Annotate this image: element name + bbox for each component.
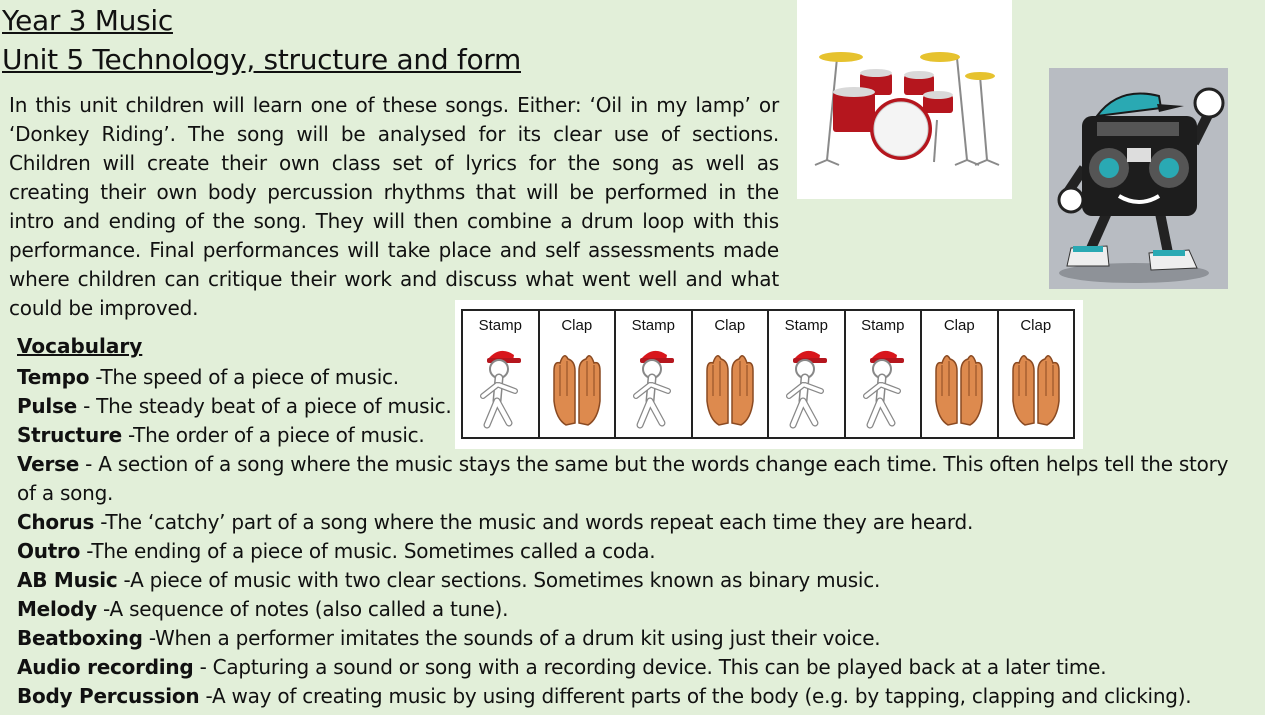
vocabulary-term: Tempo [17, 365, 90, 389]
rhythm-cell-label: Clap [714, 317, 746, 334]
vocabulary-term: Audio recording [17, 655, 194, 679]
vocabulary-term: Body Percussion [17, 684, 200, 708]
page-title: Year 3 Music [2, 4, 173, 37]
vocabulary-item [17, 450, 1232, 508]
vocabulary-item [17, 566, 1232, 595]
vocabulary-item [17, 363, 1232, 392]
rhythm-cell-label: Stamp [861, 317, 905, 334]
vocabulary-definition: -A sequence of notes (also called a tune). [96, 597, 509, 621]
intro-paragraph: In this unit children will learn one of these songs. Either: ‘Oil in my lamp’ or ‘Donkey Riding’. The song will be analysed for its clear use of sections. Children will create their own class set of lyrics for the song as well as creating their own body percussion rhythms that will be performed in the intro and ending of the song. They will then combine a drum loop with this performance. Final performances will take place and self assessments made where children can critique their work and discuss what went well and what could be improved. [9, 93, 779, 320]
unit-title: Unit 5 Technology, structure and form [2, 43, 521, 76]
vocabulary-item [17, 595, 1232, 624]
rhythm-cell-label: Clap [561, 317, 593, 334]
vocabulary-item [17, 392, 1232, 421]
vocabulary-definition: - A section of a song where the music stays the same but the words change each time. This often helps tell the story of a song. [17, 452, 1229, 505]
rhythm-cell-label: Stamp [784, 317, 828, 334]
vocabulary-definition: - The steady beat of a piece of music. [76, 394, 452, 418]
rhythm-cell-label: Clap [943, 317, 975, 334]
vocabulary-term: Beatboxing [17, 626, 143, 650]
vocabulary-definition: -A way of creating music by using different parts of the body (e.g. by tapping, clapping and clicking). [199, 684, 1192, 708]
boombox-robot-icon [1049, 68, 1228, 289]
vocabulary-definition: -The order of a piece of music. [121, 423, 425, 447]
vocabulary-item [17, 653, 1232, 682]
vocabulary-heading: Vocabulary [17, 334, 143, 358]
vocabulary-list [17, 363, 1232, 711]
drum-kit-image [797, 0, 1012, 199]
vocabulary-item [17, 508, 1232, 537]
vocabulary-term: Structure [17, 423, 122, 447]
vocabulary-term: Pulse [17, 394, 77, 418]
drum-kit-icon [797, 0, 1012, 199]
vocabulary-definition: -The ending of a piece of music. Sometimes called a coda. [80, 539, 656, 563]
vocabulary-term: Verse [17, 452, 80, 476]
vocabulary-term: Chorus [17, 510, 95, 534]
vocabulary-definition: - Capturing a sound or song with a recording device. This can be played back at a later time. [193, 655, 1107, 679]
vocabulary-term: Outro [17, 539, 81, 563]
vocabulary-item [17, 682, 1232, 711]
rhythm-cell-label: Stamp [478, 317, 522, 334]
rhythm-cell-label: Stamp [631, 317, 675, 334]
rhythm-cell-label: Clap [1020, 317, 1052, 334]
boombox-robot-image [1049, 68, 1228, 289]
vocabulary-definition: -The ‘catchy’ part of a song where the music and words repeat each time they are heard. [94, 510, 974, 534]
vocabulary-definition: -When a performer imitates the sounds of a drum kit using just their voice. [142, 626, 881, 650]
vocabulary-definition: -The speed of a piece of music. [89, 365, 399, 389]
vocabulary-term: AB Music [17, 568, 118, 592]
vocabulary-item [17, 537, 1232, 566]
vocabulary-item [17, 421, 1232, 450]
vocabulary-item [17, 624, 1232, 653]
vocabulary-term: Melody [17, 597, 97, 621]
vocabulary-definition: -A piece of music with two clear sections. Sometimes known as binary music. [117, 568, 881, 592]
